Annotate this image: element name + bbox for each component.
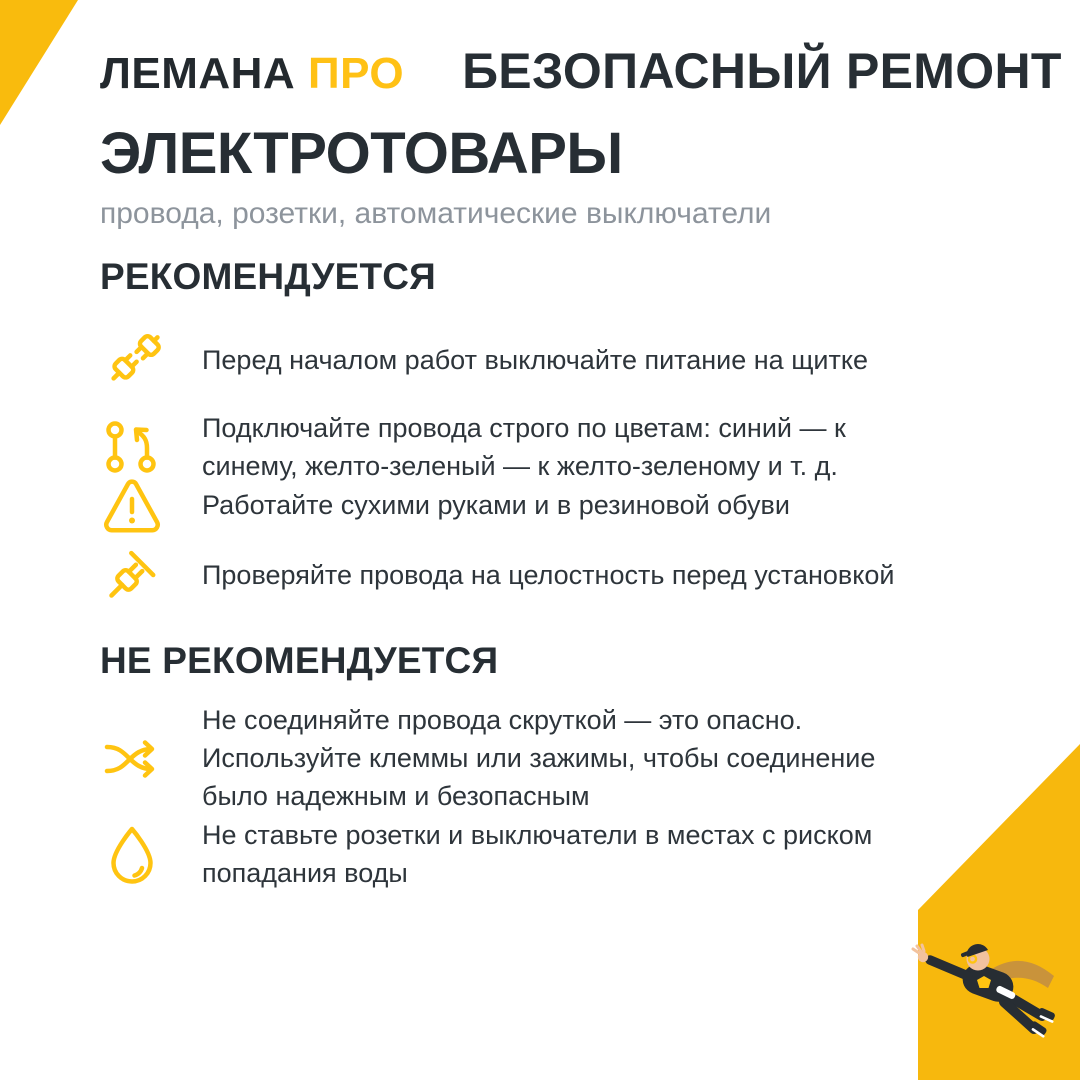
- item-text: Проверяйте провода на целостность перед установкой: [202, 560, 895, 590]
- corner-triangle-top-left: [0, 0, 78, 125]
- brand-logo: [100, 49, 404, 99]
- item-text: Не соединяйте провода скруткой — это опасно. Используйте клеммы или зажимы, чтобы соединение было надежным и безопасным: [202, 705, 876, 811]
- page-head: [100, 120, 771, 231]
- water-drop-icon: [100, 822, 164, 886]
- list-item: [100, 810, 1000, 898]
- shuffle-arrows-icon: [100, 726, 164, 790]
- item-text: Не ставьте розетки и выключатели в местах с риском попадания воды: [202, 820, 873, 888]
- flying-handyman-mascot: [908, 930, 1060, 1048]
- list-item: [100, 468, 1000, 542]
- plug-integrity-icon: [100, 543, 164, 607]
- warning-triangle-icon: [100, 473, 164, 537]
- mascot-hand: [913, 945, 928, 962]
- list-item: [100, 696, 1000, 820]
- item-text: Работайте сухими руками и в резиновой обуви: [202, 490, 790, 520]
- item-text: Подключайте провода строго по цветам: синий — к синему, желто-зеленый — к желто-зеленому и т. д.: [202, 413, 846, 481]
- header: [100, 42, 1062, 100]
- page-title: ЭЛЕКТРОТОВАРЫ: [100, 121, 623, 186]
- brand-logo-pro: ПРО: [307, 49, 405, 98]
- page-subtitle: провода, розетки, автоматические выключатели: [100, 197, 772, 230]
- list-item: [100, 326, 1000, 394]
- plug-disconnected-icon: [100, 328, 164, 392]
- brand-logo-lemana: ЛЕМАНА: [100, 49, 296, 98]
- section-heading-not-recommended: НЕ РЕКОМЕНДУЕТСЯ: [100, 640, 499, 681]
- campaign-title: БЕЗОПАСНЫЙ РЕМОНТ: [462, 43, 1062, 99]
- section-heading-recommended: РЕКОМЕНДУЕТСЯ: [100, 256, 436, 297]
- item-text: Перед началом работ выключайте питание на щитке: [202, 345, 868, 375]
- list-item: [100, 538, 1000, 612]
